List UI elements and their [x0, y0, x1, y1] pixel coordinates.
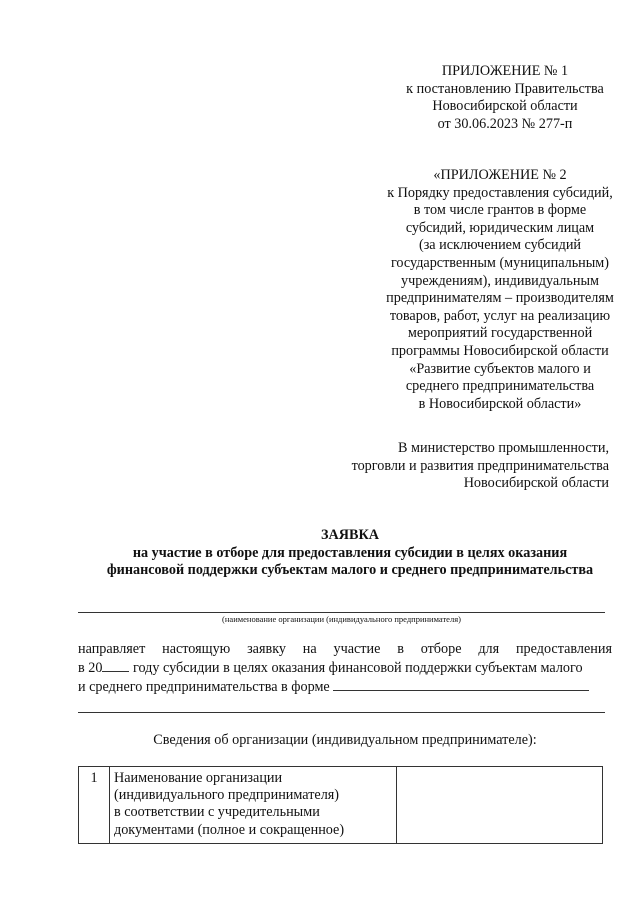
annex-2-line: в Новосибирской области»	[418, 395, 582, 412]
row-value-cell[interactable]	[397, 767, 603, 844]
application-body	[78, 640, 612, 697]
body-word: на	[302, 641, 317, 657]
annex-2-header	[355, 167, 640, 413]
recipient-line: торговли и развития предпринимательства	[351, 457, 609, 474]
annex-2-line: государственным (муниципальным)	[390, 254, 610, 271]
row-label-line: (индивидуального предпринимателя)	[114, 787, 340, 804]
organization-name-blank[interactable]	[78, 612, 605, 613]
annex-2-line: «ПРИЛОЖЕНИЕ № 2	[433, 167, 567, 183]
annex-1-line: к постановлению Правительства	[406, 80, 604, 97]
row-label-line: Наименование организации	[114, 770, 283, 786]
annex-2-line: среднего предпринимательства	[405, 378, 595, 395]
year-blank[interactable]	[102, 658, 129, 672]
annex-1-line: от 30.06.2023 № 277-п	[437, 115, 573, 132]
title-line: на участие в отборе для предоставления субсидии в целях оказания	[132, 544, 568, 561]
annex-2-line: в том числе грантов в форме	[413, 202, 587, 219]
body-line-2-text: году субсидии в целях оказания финансовой поддержки субъектам малого	[129, 660, 583, 677]
annex-2-line: учреждениям), индивидуальным	[401, 272, 599, 289]
annex-2-line: субсидий, юридическим лицам	[405, 219, 595, 236]
body-word: направляет	[78, 641, 146, 657]
application-title	[60, 527, 640, 580]
recipient-line: Новосибирской области	[463, 475, 609, 492]
annex-2-line: (за исключением субсидий	[418, 237, 582, 254]
table-row	[79, 767, 603, 844]
row-label-line: документами (полное и сокращенное)	[114, 821, 345, 838]
body-word: предоставления	[515, 641, 612, 657]
annex-2-line: к Порядку предоставления субсидий,	[387, 184, 613, 201]
body-word: для	[478, 641, 500, 657]
recipient-address	[352, 440, 609, 493]
body-line-3	[78, 677, 612, 696]
year-prefix: в 20	[78, 660, 103, 677]
annex-1-header	[380, 63, 630, 133]
title-heading: ЗАЯВКА	[321, 527, 379, 543]
annex-2-line: предпринимателям – производителям	[386, 290, 614, 307]
body-word: заявку	[247, 641, 286, 657]
row-number: 1	[79, 767, 110, 844]
organization-name-caption: (наименование организации (индивидуального предпринимателя)	[222, 614, 461, 624]
body-line-2	[78, 658, 612, 677]
section-heading: Сведения об организации (индивидуальном предпринимателе):	[153, 732, 537, 748]
support-form-blank[interactable]	[333, 677, 589, 691]
body-line-1	[78, 640, 612, 658]
body-word: участие	[333, 641, 381, 657]
annex-2-line: мероприятий государственной	[407, 325, 593, 342]
title-line: финансовой поддержки субъектам малого и среднего предпринимательства	[106, 562, 594, 579]
annex-1-line: Новосибирской области	[432, 98, 578, 115]
organization-info-table	[78, 766, 603, 844]
annex-2-line: товаров, работ, услуг на реализацию	[389, 307, 611, 324]
recipient-line: В министерство промышленности,	[398, 440, 609, 456]
annex-2-line: программы Новосибирской области	[391, 342, 609, 359]
row-label	[110, 767, 397, 844]
annex-1-line: ПРИЛОЖЕНИЕ № 1	[441, 63, 569, 79]
body-word: отборе	[420, 641, 462, 657]
body-line-3-text: и среднего предпринимательства в форме	[78, 679, 334, 696]
body-word: настоящую	[162, 641, 231, 657]
annex-2-line: «Развитие субъектов малого и	[409, 360, 591, 377]
body-word: в	[397, 641, 404, 657]
support-form-continuation-blank[interactable]	[78, 712, 605, 713]
row-label-line: в соответствии с учредительными	[114, 804, 320, 821]
